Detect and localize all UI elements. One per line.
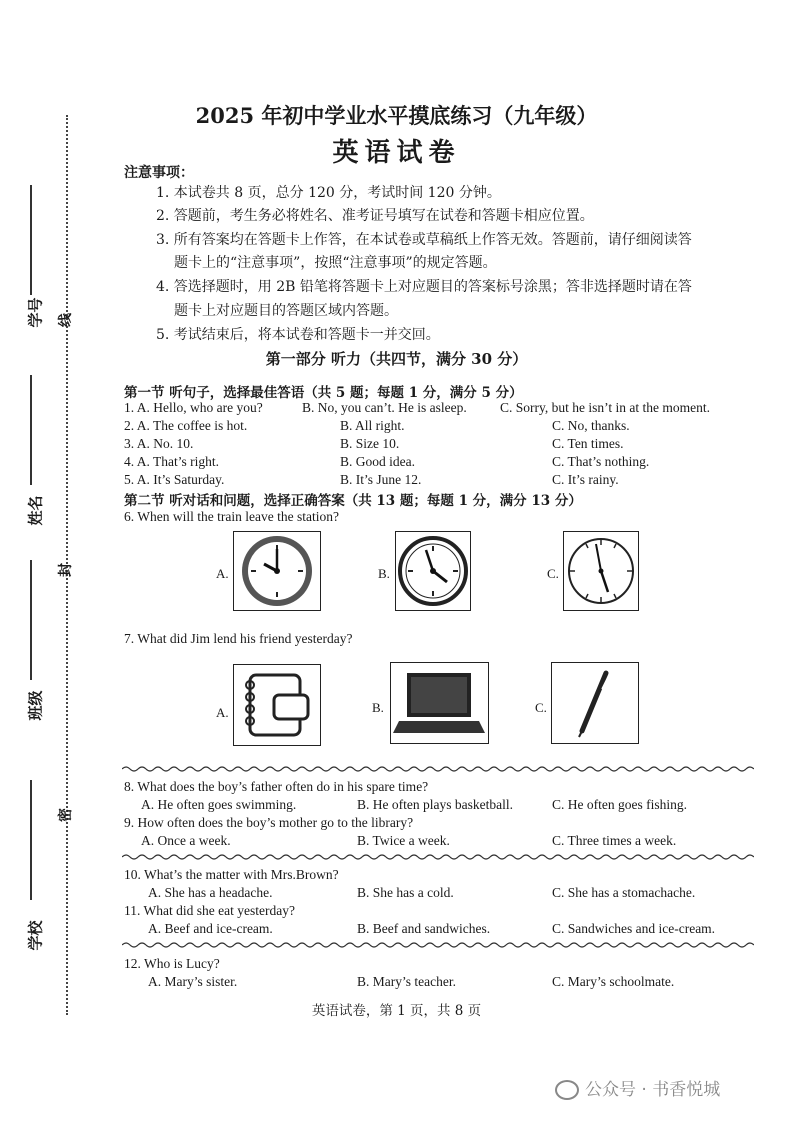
clock-icon [396, 532, 470, 610]
wechat-icon [555, 1080, 579, 1100]
q8-stem: 8. What does the boy’s father often do in his spare time? [124, 779, 429, 794]
note-4: 4. 答选择题时，用 2B 铅笔将答题卡上对应题目的答案标号涂黑；答非选择题时请在答 [156, 279, 692, 295]
q6-label-a: A. [216, 566, 229, 581]
section2-heading: 第二节 听对话和问题，选择正确答案（共 13 题；每题 1 分，满分 13 分） [124, 493, 582, 509]
q6-picture-a [233, 531, 321, 611]
q6-label-b: B. [378, 566, 390, 581]
note-3: 3. 所有答案均在答题卡上作答，在本试卷或草稿纸上作答无效。答题前，请仔细阅读答 [156, 232, 692, 248]
q12-option-c: C. Mary’s schoolmate. [552, 974, 675, 989]
q4-option-c: C. That’s nothing. [552, 454, 650, 469]
section1-heading: 第一节 听句子，选择最佳答语（共 5 题；每题 1 分，满分 5 分） [124, 385, 523, 401]
wavy-separator [122, 941, 754, 949]
page-footer: 英语试卷，第 1 页，共 8 页 [311, 1003, 482, 1019]
clock-icon [564, 532, 638, 610]
note-4-cont: 题卡上对应题目的答题区域内答题。 [174, 303, 398, 319]
name-blank [30, 375, 32, 485]
q12-stem: 12. Who is Lucy? [124, 956, 220, 971]
q4-option-a: 4. A. That’s right. [124, 454, 220, 469]
q8-option-c: C. He often goes fishing. [552, 797, 687, 812]
clock-icon [234, 532, 320, 610]
laptop-icon [391, 663, 488, 743]
q7-stem: 7. What did Jim lend his friend yesterday? [124, 631, 353, 646]
seal-char: 封 [58, 563, 74, 577]
q3-option-a: 3. A. No. 10. [124, 436, 194, 451]
q3-option-c: C. Ten times. [552, 436, 624, 451]
q6-picture-c [563, 531, 639, 611]
q7-picture-a [233, 664, 321, 746]
q8-option-b: B. He often plays basketball. [357, 797, 513, 812]
note-2: 2. 答题前，考生务必将姓名、准考证号填写在试卷和答题卡相应位置。 [156, 208, 594, 224]
secret-char: 密 [58, 808, 74, 822]
q11-option-a: A. Beef and ice-cream. [148, 921, 273, 936]
exam-title: 2025 年初中学业水平摸底练习（九年级） [195, 103, 598, 128]
pen-icon [552, 663, 638, 743]
q1-option-c: C. Sorry, but he isn’t in at the moment. [500, 400, 710, 415]
q7-picture-c [551, 662, 639, 744]
q3-option-b: B. Size 10. [340, 436, 400, 451]
q1-option-a: 1. A. Hello, who are you? [124, 400, 263, 415]
note-1: 1. 本试卷共 8 页，总分 120 分，考试时间 120 分钟。 [156, 185, 501, 201]
q9-stem: 9. How often does the boy’s mother go to the library? [124, 815, 414, 830]
q9-option-c: C. Three times a week. [552, 833, 677, 848]
class-blank [30, 560, 32, 680]
q7-label-a: A. [216, 705, 229, 720]
q10-option-a: A. She has a headache. [148, 885, 273, 900]
name-label: 姓名 [26, 495, 45, 526]
q12-option-a: A. Mary’s sister. [148, 974, 238, 989]
student-id-blank [30, 185, 32, 295]
exam-subject: 英语试卷 [332, 138, 461, 168]
wavy-separator [122, 765, 754, 773]
q7-label-c: C. [535, 700, 547, 715]
wavy-separator [122, 853, 754, 861]
q5-option-b: B. It’s June 12. [340, 472, 422, 487]
q2-option-c: C. No, thanks. [552, 418, 630, 433]
q1-option-b: B. No, you can’t. He is asleep. [302, 400, 467, 415]
q5-option-a: 5. A. It’s Saturday. [124, 472, 225, 487]
notebook-icon [234, 665, 320, 745]
q4-option-b: B. Good idea. [340, 454, 415, 469]
q7-picture-b [390, 662, 489, 744]
school-label: 学校 [26, 920, 45, 951]
q7-label-b: B. [372, 700, 384, 715]
q9-option-a: A. Once a week. [141, 833, 231, 848]
part1-heading: 第一部分 听力（共四节，满分 30 分） [265, 350, 528, 368]
q9-option-b: B. Twice a week. [357, 833, 450, 848]
q11-stem: 11. What did she eat yesterday? [124, 903, 295, 918]
note-5: 5. 考试结束后，将本试卷和答题卡一并交回。 [156, 327, 440, 343]
q10-option-c: C. She has a stomachache. [552, 885, 696, 900]
watermark-text: 公众号 · 书香悦城 [585, 1080, 721, 1100]
q2-option-a: 2. A. The coffee is hot. [124, 418, 248, 433]
school-blank [30, 780, 32, 900]
q12-option-b: B. Mary’s teacher. [357, 974, 456, 989]
watermark [555, 1075, 720, 1100]
q10-stem: 10. What’s the matter with Mrs.Brown? [124, 867, 339, 882]
note-3-cont: 题卡上的“注意事项”，按照“注意事项”的规定答题。 [174, 255, 497, 271]
q5-option-c: C. It’s rainy. [552, 472, 619, 487]
q8-option-a: A. He often goes swimming. [141, 797, 297, 812]
class-label: 班级 [26, 690, 45, 721]
seal-line-char: 线 [58, 313, 74, 327]
student-id-label: 学号 [26, 297, 45, 328]
q11-option-b: B. Beef and sandwiches. [357, 921, 491, 936]
q11-option-c: C. Sandwiches and ice-cream. [552, 921, 716, 936]
q2-option-b: B. All right. [340, 418, 405, 433]
q6-stem: 6. When will the train leave the station? [124, 509, 339, 524]
q6-picture-b [395, 531, 471, 611]
notes-heading: 注意事项： [124, 165, 194, 181]
q10-option-b: B. She has a cold. [357, 885, 454, 900]
q6-label-c: C. [547, 566, 559, 581]
